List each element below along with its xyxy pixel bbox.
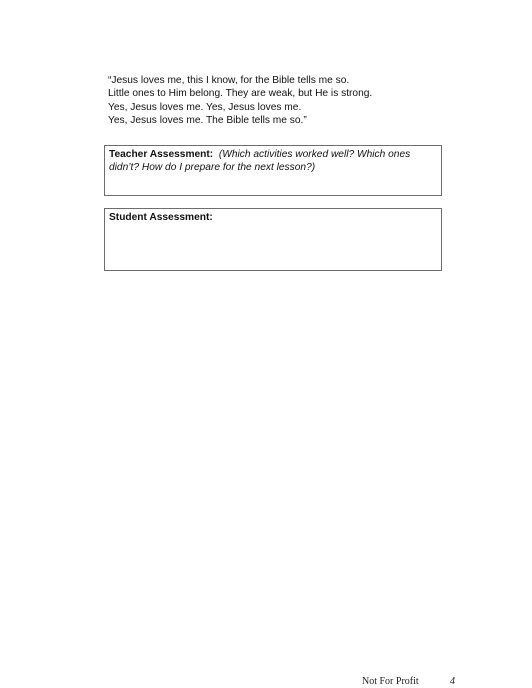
student-assessment-label: Student Assessment: bbox=[109, 212, 213, 223]
teacher-assessment-prompt: (Which activities worked well? Which ones didn’t? How do I prepare for the next lesson?) bbox=[109, 149, 411, 173]
lyric-line: “Jesus loves me, this I know, for the Bible tells me so. bbox=[108, 75, 350, 86]
lyric-line: Yes, Jesus loves me. Yes, Jesus loves me. bbox=[108, 101, 302, 113]
song-lyrics bbox=[108, 74, 448, 128]
teacher-assessment-box[interactable] bbox=[104, 145, 442, 196]
footer-text: Not For Profit bbox=[362, 676, 419, 687]
teacher-assessment-label: Teacher Assessment: bbox=[109, 149, 214, 160]
page-footer bbox=[0, 675, 532, 688]
lyric-line: Yes, Jesus loves me. The Bible tells me so.” bbox=[108, 115, 307, 127]
lyric-line: Little ones to Him belong. They are weak, but He is strong. bbox=[108, 88, 373, 100]
student-assessment-box[interactable] bbox=[104, 208, 442, 271]
page-number: 4 bbox=[450, 676, 455, 687]
